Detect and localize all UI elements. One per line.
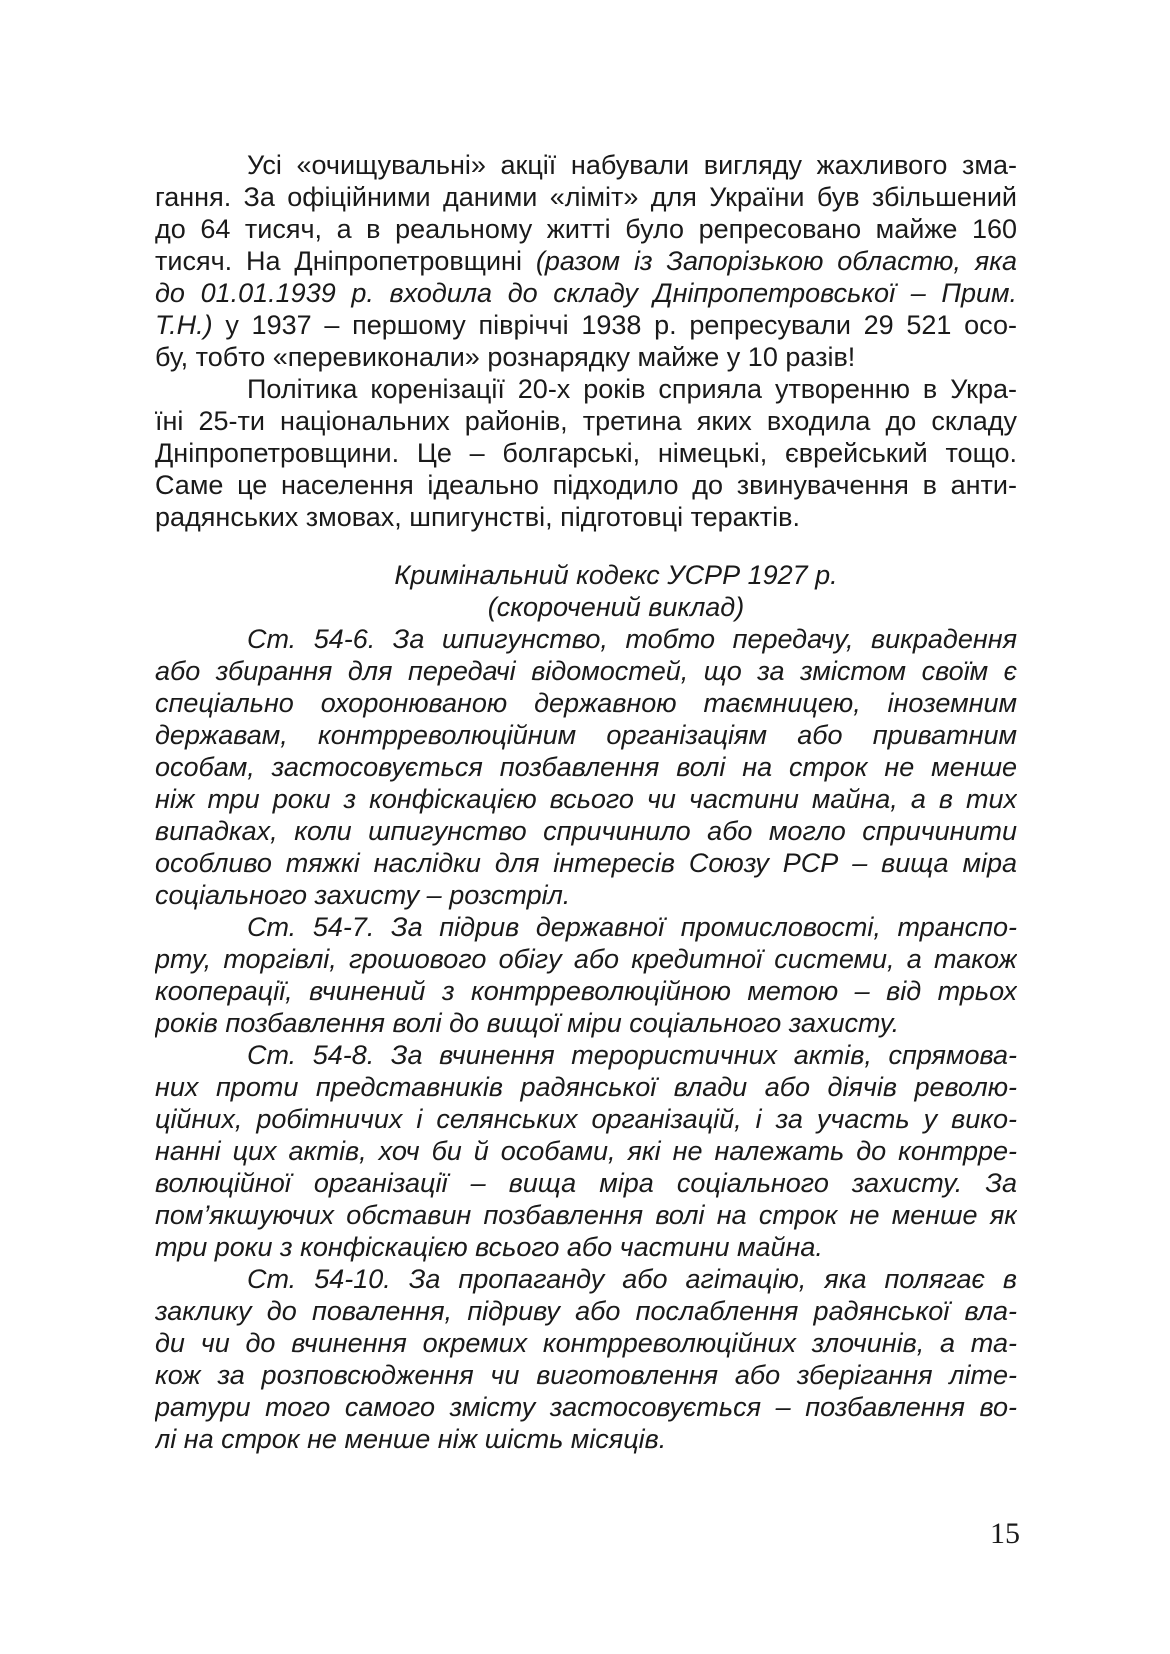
text-line-mixed — [155, 245, 1017, 277]
text-line: три роки з конфіскацією всього або частини майна. — [155, 1232, 823, 1262]
text-line-mixed — [155, 309, 1017, 341]
text-line: заклику до повалення, підриву або послаблення радянської вла- — [155, 1296, 1017, 1326]
text-line: спеціально охоронюваною державною таємницею, іноземним — [155, 688, 1017, 718]
italic-note: Т.Н.) — [155, 310, 213, 340]
text-line: Ст. 54-6. За шпигунство, тобто передачу, викрадення — [247, 624, 1017, 654]
text-line: Політика коренізації 20-х років сприяла утворенню в Укра- — [247, 374, 1017, 404]
text-line: Ст. 54-8. За вчинення терористичних актів, спрямова- — [247, 1040, 1017, 1070]
text-line: радянських змовах, шпигунстві, підготовці терактів. — [155, 502, 801, 532]
text-line: особам, застосовується позбавлення волі на строк не менше — [155, 752, 1017, 782]
text-line: бу, тобто «перевиконали» рознарядку майже у 10 разів! — [155, 342, 856, 372]
text-line: ратури того самого змісту застосовується – позбавлення во- — [155, 1392, 1017, 1422]
text-line: нанні цих актів, хоч би й особами, які не належать до контрре- — [155, 1136, 1017, 1166]
text-line: волюційної організації – вища міра соціального захисту. За — [155, 1168, 1017, 1198]
page-number: 15 — [990, 1517, 1020, 1550]
text-line: їні 25-ти національних районів, третина яких входила до складу — [155, 406, 1017, 436]
text-line: Ст. 54-7. За підрив державної промисловості, транспо- — [247, 912, 1017, 942]
text-line: ційних, робітничих і селянських організацій, і за участь у вико- — [155, 1104, 1017, 1134]
text-line: Ст. 54-10. За пропаганду або агітацію, яка полягає в — [247, 1264, 1017, 1294]
text-line: особливо тяжкі наслідки для інтересів Союзу РСР – вища міра — [155, 848, 1017, 878]
text-line: або збирання для передачі відомостей, що за змістом своїм є — [155, 656, 1017, 686]
text-line: років позбавлення волі до вищої міри соціального захисту. — [155, 1008, 900, 1038]
text-line: Усі «очищувальні» акції набували вигляду жахливого зма- — [247, 150, 1017, 180]
text-line: Дніпропетровщини. Це – болгарські, німецькі, єврейський тощо. — [155, 438, 1017, 468]
text-line: ніж три роки з конфіскацією всього чи частини майна, а в тих — [155, 784, 1017, 814]
text-line: випадках, коли шпигунство спричинило або могло спричинити — [155, 816, 1017, 846]
italic-note: до 01.01.1939 р. входила до складу Дніпропетровської – Прим. — [155, 278, 1017, 308]
text-line: кооперації, вчинений з контрреволюційною метою – від трьох — [155, 976, 1017, 1006]
italic-note: (разом із Запорізькою областю, яка — [535, 246, 1017, 276]
code-title: Кримінальний кодекс УСРР 1927 р. — [394, 560, 838, 590]
text-run: у 1937 – першому півріччі 1938 р. репресували 29 521 осо- — [225, 310, 1017, 340]
text-line: кож за розповсюдження чи виготовлення або зберігання літе- — [155, 1360, 1017, 1390]
text-run: тисяч. На Дніпропетровщині — [155, 246, 522, 276]
text-line: лі на строк не менше ніж шість місяців. — [155, 1424, 667, 1454]
text-line: гання. За офіційними даними «ліміт» для України був збільшений — [155, 182, 1017, 212]
text-line: ди чи до вчинення окремих контрреволюційних злочинів, а та- — [155, 1328, 1017, 1358]
text-line: рту, торгівлі, грошового обігу або кредитної системи, а також — [155, 944, 1017, 974]
text-line: Саме це населення ідеально підходило до звинувачення в анти- — [155, 470, 1017, 500]
text-line: них проти представників радянської влади або діячів револю- — [155, 1072, 1017, 1102]
text-line: пом’якшуючих обставин позбавлення волі на строк не менше як — [155, 1200, 1017, 1230]
text-line: державам, контрреволюційним організаціям або приватним — [155, 720, 1017, 750]
text-line: соціального захисту – розстріл. — [155, 880, 571, 910]
code-subtitle: (скорочений виклад) — [487, 592, 745, 622]
text-line: до 64 тисяч, а в реальному житті було репресовано майже 160 — [155, 214, 1017, 244]
